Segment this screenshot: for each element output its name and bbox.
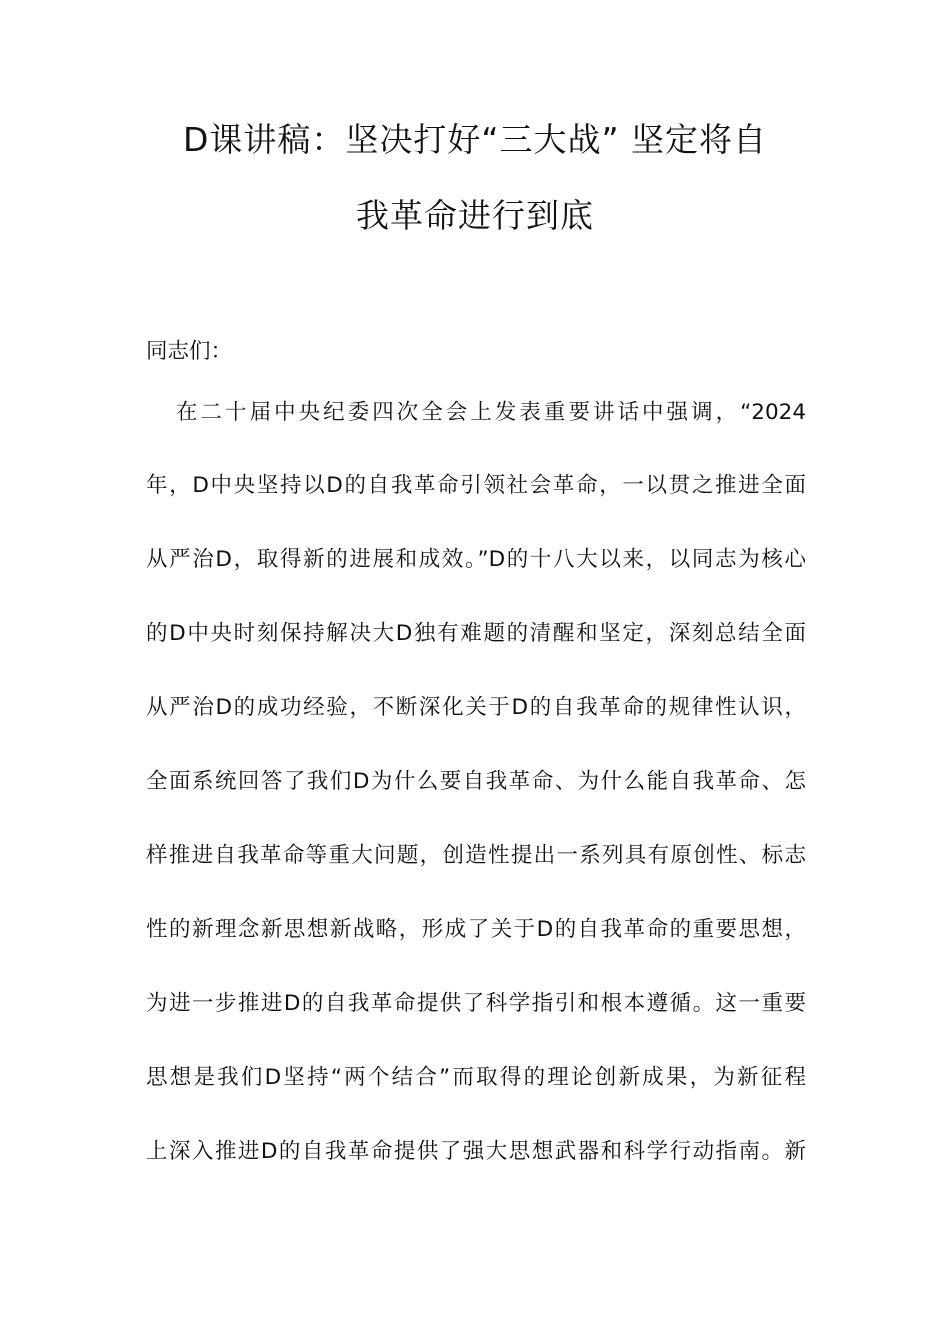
paragraph-line: 在二十届中央纪委四次全会上发表重要讲话中强调，“2024	[176, 400, 806, 425]
salutation: 同志们：	[146, 339, 233, 364]
title-line-2: 我革命进行到底	[356, 196, 594, 235]
paragraph-line: 上深入推进D的自我革命提供了强大思想武器和科学行动指南。新	[146, 1139, 806, 1164]
title-line-1: D课讲稿：坚决打好“三大战” 坚定将自	[182, 120, 768, 159]
paragraph-line: 样推进自我革命等重大问题，创造性提出一系列具有原创性、标志	[146, 843, 806, 868]
paragraph-line: 性的新理念新思想新战略，形成了关于D的自我革命的重要思想，	[146, 917, 806, 942]
paragraph-line: 从严治D，取得新的进展和成效。”D的十八大以来，以同志为核心	[146, 547, 806, 572]
paragraph-line: 从严治D的成功经验，不断深化关于D的自我革命的规律性认识，	[146, 695, 806, 720]
paragraph-line: 年，D中央坚持以D的自我革命引领社会革命，一以贯之推进全面	[146, 473, 806, 498]
paragraph-line: 思想是我们D坚持“两个结合”而取得的理论创新成果，为新征程	[146, 1065, 806, 1090]
paragraph-line: 全面系统回答了我们D为什么要自我革命、为什么能自我革命、怎	[146, 769, 806, 794]
paragraph-line: 为进一步推进D的自我革命提供了科学指引和根本遵循。这一重要	[146, 991, 806, 1016]
paragraph-line: 的D中央时刻保持解决大D独有难题的清醒和坚定，深刻总结全面	[146, 621, 806, 646]
